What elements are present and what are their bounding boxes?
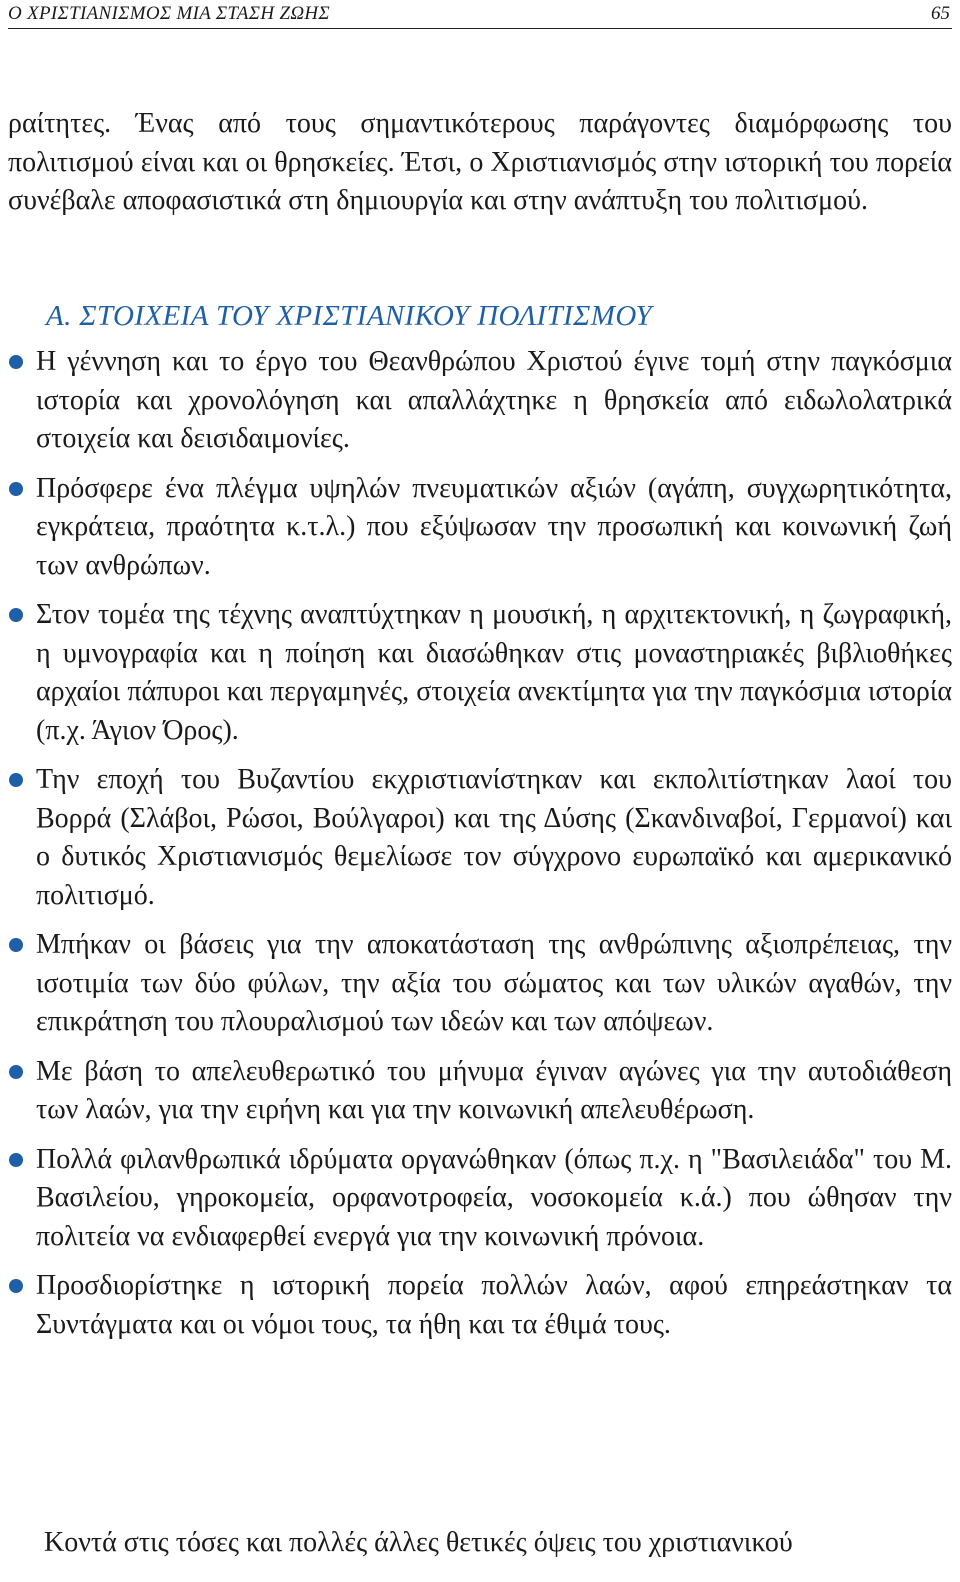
list-item-text: Με βάση το απελευθερωτικό του μήνυμα έγιναν αγώνες για την αυτοδιάθεση των λαών, για την ειρήνη και για την κοινωνική απελευθέρωση. <box>36 1055 952 1125</box>
intro-paragraph: ραίτητες. Ένας από τους σημαντικότερους παράγοντες διαμόρφωσης του πολιτισμού είναι και οι θρησκείες. Έτσι, ο Χριστιανισμός στην ιστορική του πορεία συνέβαλε αποφασιστικά στη δημιουργία και στην ανάπτυξη του πολιτισμού. <box>8 108 952 216</box>
bullet-icon <box>9 355 23 369</box>
list-item-text: Προσδιορίστηκε η ιστορική πορεία πολλών λαών, αφού επηρεάστηκαν τα Συντάγματα και οι νόμοι τους, τα ήθη και τα έθιμά τους. <box>36 1270 952 1340</box>
list-item <box>0 343 960 459</box>
bullet-icon <box>9 1279 23 1293</box>
bullet-icon <box>9 773 23 787</box>
list-item <box>0 596 960 750</box>
list-item <box>0 1053 960 1130</box>
page-header <box>8 2 952 29</box>
list-item-text: Μπήκαν οι βάσεις για την αποκατάσταση της ανθρώπινης αξιοπρέπειας, την ισοτιμία των δύο φύλων, την αξία του σώματος και των υλικών αγαθών, την επικράτηση του πλουραλισμού των ιδεών και των απόψεων. <box>36 929 952 1037</box>
bullet-icon <box>9 608 23 622</box>
list-item-text: Πρόσφερε ένα πλέγμα υψηλών πνευματικών αξιών (αγάπη, συγχωρητικότητα, εγκράτεια, πραότητα κ.τ.λ.) που εξύψωσαν την προσωπική και κοινωνική ζωή των ανθρώπων. <box>36 472 952 581</box>
list-item <box>0 1267 960 1344</box>
bullet-list <box>0 343 960 1355</box>
list-item-text: Πολλά φιλανθρωπικά ιδρύματα οργανώθηκαν (όπως π.χ. η "Βασιλειάδα" του Μ. Βασιλείου, γηροκομεία, ορφανοτροφεία, νοσοκομεία κ.ά.) που ώθησαν την πολιτεία να ενδιαφερθεί ενεργά για την κοινωνική πρόνοια. <box>36 1143 952 1252</box>
page-number: 65 <box>931 3 950 24</box>
closing-line: Κοντά στις τόσες και πολλές άλλες θετικές όψεις του χριστιανικού <box>44 1527 793 1558</box>
list-item <box>0 926 960 1042</box>
list-item <box>0 761 960 915</box>
list-item <box>0 470 960 586</box>
list-item-text: Η γέννηση και το έργο του Θεανθρώπου Χριστού έγινε τομή στην παγκόσμια ιστορία και χρονολόγηση και απαλλάχτηκε η θρησκεία από ειδωλολατρικά στοιχεία και δεισιδαιμονίες. <box>36 346 952 454</box>
bullet-icon <box>9 938 23 952</box>
bullet-icon <box>9 482 23 496</box>
list-item-text: Την εποχή του Βυζαντίου εκχριστιανίστηκαν και εκπολιτίστηκαν λαοί του Βορρά (Σλάβοι, Ρώσοι, Βούλγαροι) και της Δύσης (Σκανδιναβοί, Γερμανοί) και ο δυτικός Χριστιανισμός θεμελίωσε τον σύγχρονο ευρωπαϊκό και αμερικανικό πολιτισμό. <box>36 764 952 911</box>
bullet-icon <box>9 1153 23 1167</box>
list-item-text: Στον τομέα της τέχνης αναπτύχτηκαν η μουσική, η αρχιτεκτονική, η ζωγραφική, η υμνογραφία και η ποίηση και διασώθηκαν στις μοναστηριακές βιβλιοθήκες αρχαίοι πάπυροι και περγαμηνές, στοιχεία ανεκτίμητα για την παγκόσμια ιστορία (π.χ. Άγιον Όρος). <box>36 599 952 746</box>
running-title: Ο ΧΡΙΣΤΙΑΝΙΣΜΟΣ ΜΙΑ ΣΤΑΣΗ ΖΩΗΣ <box>8 3 330 24</box>
section-heading: Α. ΣΤΟΙΧΕΙΑ ΤΟΥ ΧΡΙΣΤΙΑΝΙΚΟΥ ΠΟΛΙΤΙΣΜΟΥ <box>46 300 653 332</box>
bullet-icon <box>9 1065 23 1079</box>
list-item <box>0 1141 960 1257</box>
